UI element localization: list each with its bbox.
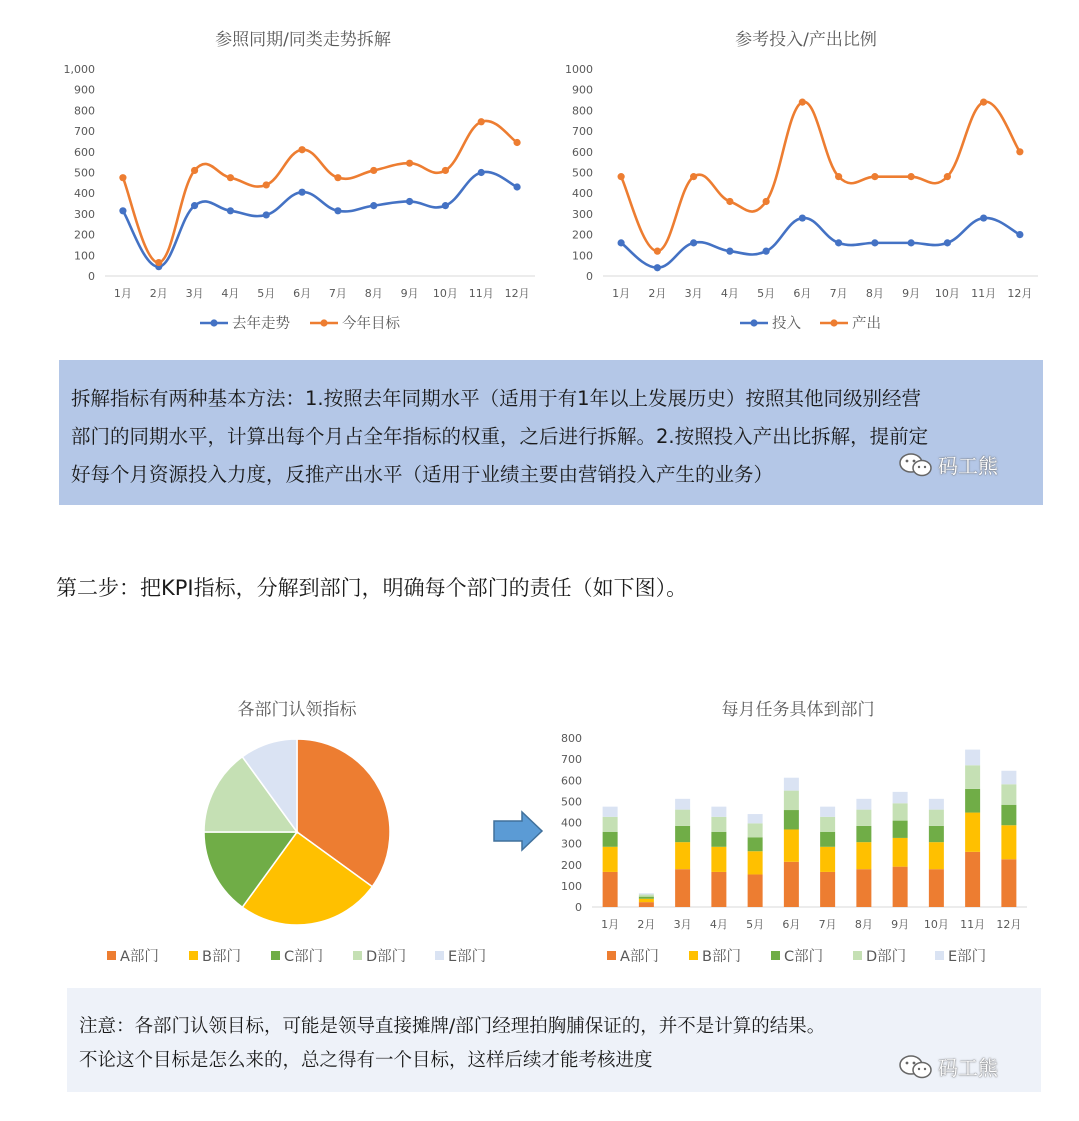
- y-tick-label: 900: [74, 83, 95, 97]
- stacked-bar-chart-monthly: [545, 690, 1045, 980]
- legend-label: 去年走势: [232, 316, 290, 332]
- bar-segment: [748, 874, 763, 907]
- y-tick-label: 100: [74, 249, 95, 263]
- legend-label: B部门: [202, 949, 241, 965]
- bar-segment: [893, 867, 908, 907]
- y-tick-label: 700: [74, 125, 95, 139]
- wechat-icon: [898, 451, 934, 479]
- bar-segment: [965, 852, 980, 907]
- legend-label: 今年目标: [342, 316, 400, 332]
- bar-segment: [603, 832, 618, 847]
- bar-segment: [603, 817, 618, 832]
- watermark-text: 码工熊: [938, 1056, 998, 1080]
- data-point: [908, 173, 915, 180]
- legend-label: B部门: [702, 949, 741, 965]
- data-point: [799, 99, 806, 106]
- y-tick-label: 900: [572, 83, 593, 97]
- watermark: [898, 450, 998, 479]
- legend-swatch: [107, 951, 116, 960]
- y-tick-label: 200: [572, 228, 593, 242]
- bar-segment: [820, 847, 835, 872]
- y-tick-label: 200: [74, 228, 95, 242]
- data-point: [908, 239, 915, 246]
- data-point: [227, 207, 234, 214]
- y-tick-label: 600: [561, 774, 582, 788]
- x-tick-label: 7月: [328, 287, 347, 300]
- y-tick-label: 500: [572, 166, 593, 180]
- bar-segment: [965, 765, 980, 789]
- bar-segment: [784, 791, 799, 810]
- bar-segment: [748, 814, 763, 823]
- wechat-icon: [898, 1053, 934, 1081]
- data-point: [191, 167, 198, 174]
- data-point: [1016, 148, 1023, 155]
- x-tick-label: 7月: [829, 287, 848, 300]
- legend-label: A部门: [120, 949, 159, 965]
- bar-segment: [893, 792, 908, 803]
- bar-segment: [675, 799, 690, 810]
- x-tick-label: 12月: [504, 287, 530, 300]
- y-tick-label: 0: [575, 901, 582, 914]
- legend-swatch: [689, 951, 698, 960]
- bar-segment: [820, 872, 835, 907]
- data-point: [944, 239, 951, 246]
- bar-segment: [820, 807, 835, 817]
- x-tick-label: 10月: [923, 918, 949, 931]
- data-point: [690, 239, 697, 246]
- bar-segment: [1001, 771, 1016, 785]
- x-tick-label: 1月: [612, 287, 631, 300]
- bar-segment: [820, 832, 835, 847]
- y-tick-label: 0: [88, 270, 95, 283]
- x-tick-label: 12月: [996, 918, 1022, 931]
- x-tick-label: 10月: [934, 287, 960, 300]
- data-point: [406, 160, 413, 167]
- data-point: [191, 202, 198, 209]
- pie-chart-departments: [90, 690, 510, 980]
- data-point: [513, 139, 520, 146]
- y-tick-label: 300: [74, 207, 95, 221]
- bar-segment: [929, 842, 944, 869]
- data-point: [654, 264, 661, 271]
- x-tick-label: 9月: [902, 287, 921, 300]
- bar-segment: [856, 810, 871, 826]
- data-point: [334, 174, 341, 181]
- data-point: [370, 167, 377, 174]
- legend-marker: [750, 319, 757, 326]
- data-point: [980, 214, 987, 221]
- bar-segment: [639, 893, 654, 894]
- legend-swatch: [771, 951, 780, 960]
- bar-segment: [856, 869, 871, 907]
- x-tick-label: 8月: [364, 287, 383, 300]
- bar-segment: [1001, 805, 1016, 825]
- bar-segment: [893, 838, 908, 867]
- x-tick-label: 6月: [782, 918, 801, 931]
- data-point: [298, 189, 305, 196]
- bar-segment: [965, 750, 980, 766]
- bar-segment: [711, 807, 726, 817]
- y-tick-label: 1000: [565, 63, 593, 76]
- x-tick-label: 10月: [432, 287, 458, 300]
- bar-segment: [784, 829, 799, 861]
- data-point: [263, 211, 270, 218]
- x-tick-label: 6月: [793, 287, 812, 300]
- y-tick-label: 800: [572, 104, 593, 118]
- bar-segment: [639, 899, 654, 902]
- bar-segment: [893, 821, 908, 838]
- bar-segment: [856, 842, 871, 869]
- x-tick-label: 3月: [673, 918, 692, 931]
- bar-segment: [675, 842, 690, 869]
- x-tick-label: 5月: [757, 287, 776, 300]
- bar-segment: [711, 847, 726, 872]
- data-point: [980, 99, 987, 106]
- x-tick-label: 11月: [971, 287, 997, 300]
- legend-label: D部门: [866, 949, 907, 965]
- watermark-text: 码工熊: [938, 454, 998, 478]
- x-tick-label: 6月: [293, 287, 312, 300]
- bar-segment: [748, 837, 763, 851]
- data-point: [726, 248, 733, 255]
- y-tick-label: 700: [572, 125, 593, 139]
- x-tick-label: 2月: [637, 918, 656, 931]
- watermark: [898, 1052, 998, 1081]
- legend-label: 投入: [772, 316, 801, 332]
- data-point: [155, 259, 162, 266]
- x-tick-label: 11月: [960, 918, 986, 931]
- data-point: [799, 214, 806, 221]
- line-chart-input-output: [540, 0, 1079, 345]
- bar-segment: [929, 810, 944, 826]
- y-tick-label: 300: [572, 207, 593, 221]
- chart-title: 每月任务具体到部门: [721, 700, 875, 720]
- legend-swatch: [189, 951, 198, 960]
- attention-note: [67, 988, 1041, 1092]
- y-tick-label: 400: [74, 187, 95, 201]
- chart-title: 参照同期/同类走势拆解: [215, 30, 391, 50]
- series-line: [621, 218, 1020, 268]
- note-line: 好每个月资源投入力度，反推产出水平（适用于业绩主要由营销投入产生的业务）: [71, 463, 774, 486]
- note-line: 部门的同期水平，计算出每个月占全年指标的权重，之后进行拆解。2.按照投入产出比拆解，提前定: [71, 425, 929, 448]
- bar-segment: [929, 799, 944, 810]
- x-tick-label: 5月: [257, 287, 276, 300]
- x-tick-label: 2月: [648, 287, 667, 300]
- data-point: [1016, 231, 1023, 238]
- note-line: 注意：各部门认领目标，可能是领导直接摊牌/部门经理拍胸脯保证的，并不是计算的结果。: [79, 1016, 826, 1037]
- x-tick-label: 9月: [891, 918, 910, 931]
- bar-segment: [748, 851, 763, 874]
- data-point: [618, 173, 625, 180]
- data-point: [763, 248, 770, 255]
- y-tick-label: 1,000: [63, 63, 95, 76]
- x-tick-label: 2月: [149, 287, 168, 300]
- y-tick-label: 800: [74, 104, 95, 118]
- bar-segment: [748, 823, 763, 837]
- series-line: [123, 172, 517, 267]
- bar-segment: [856, 826, 871, 842]
- data-point: [478, 169, 485, 176]
- y-tick-label: 500: [561, 795, 582, 809]
- bar-segment: [639, 895, 654, 897]
- bar-segment: [856, 799, 871, 810]
- y-tick-label: 0: [586, 270, 593, 283]
- bar-segment: [893, 803, 908, 820]
- legend-label: 产出: [852, 316, 881, 332]
- x-tick-label: 1月: [601, 918, 620, 931]
- legend-swatch: [853, 951, 862, 960]
- x-tick-label: 5月: [746, 918, 765, 931]
- data-point: [513, 183, 520, 190]
- legend-marker: [830, 319, 837, 326]
- y-tick-label: 700: [561, 753, 582, 767]
- x-tick-label: 12月: [1007, 287, 1033, 300]
- bar-segment: [675, 810, 690, 826]
- bar-segment: [1001, 784, 1016, 804]
- bar-segment: [929, 869, 944, 907]
- data-point: [763, 198, 770, 205]
- bar-segment: [603, 807, 618, 817]
- legend-label: D部门: [366, 949, 407, 965]
- series-line: [123, 121, 517, 263]
- x-tick-label: 7月: [818, 918, 837, 931]
- data-point: [944, 173, 951, 180]
- x-tick-label: 11月: [468, 287, 494, 300]
- data-point: [618, 239, 625, 246]
- legend-swatch: [607, 951, 616, 960]
- legend-label: C部门: [784, 949, 824, 965]
- data-point: [871, 173, 878, 180]
- data-point: [835, 173, 842, 180]
- data-point: [227, 174, 234, 181]
- bar-segment: [965, 813, 980, 852]
- data-point: [119, 207, 126, 214]
- note-line: 不论这个目标是怎么来的，总之得有一个目标，这样后续才能考核进度: [79, 1050, 653, 1071]
- y-tick-label: 400: [572, 187, 593, 201]
- data-point: [406, 198, 413, 205]
- x-tick-label: 4月: [709, 918, 728, 931]
- y-tick-label: 800: [561, 732, 582, 745]
- x-tick-label: 3月: [684, 287, 703, 300]
- note-line: 拆解指标有两种基本方法：1.按照去年同期水平（适用于有1年以上发展历史）按照其他同级别经营: [71, 387, 922, 410]
- legend-swatch: [271, 951, 280, 960]
- bar-segment: [675, 826, 690, 842]
- y-tick-label: 100: [572, 249, 593, 263]
- y-tick-label: 600: [572, 145, 593, 159]
- bar-segment: [603, 847, 618, 872]
- bar-segment: [711, 817, 726, 832]
- x-tick-label: 3月: [185, 287, 204, 300]
- data-point: [726, 198, 733, 205]
- bar-segment: [1001, 825, 1016, 859]
- bar-segment: [603, 872, 618, 907]
- chart-title: 各部门认领指标: [237, 700, 357, 720]
- bar-segment: [711, 872, 726, 907]
- data-point: [478, 118, 485, 125]
- method-note: [59, 360, 1043, 505]
- bar-segment: [711, 832, 726, 847]
- legend-label: E部门: [948, 949, 987, 965]
- bar-segment: [639, 897, 654, 899]
- step-heading: 第二步：把KPI指标，分解到部门，明确每个部门的责任（如下图）。: [56, 576, 688, 600]
- legend-marker: [320, 319, 327, 326]
- data-point: [119, 174, 126, 181]
- data-point: [263, 181, 270, 188]
- right-arrow-icon: [492, 810, 544, 852]
- data-point: [654, 248, 661, 255]
- x-tick-label: 1月: [113, 287, 132, 300]
- legend-marker: [210, 319, 217, 326]
- data-point: [298, 146, 305, 153]
- x-tick-label: 8月: [854, 918, 873, 931]
- data-point: [835, 239, 842, 246]
- bar-segment: [1001, 859, 1016, 907]
- bar-segment: [929, 826, 944, 842]
- bar-segment: [675, 869, 690, 907]
- data-point: [442, 202, 449, 209]
- y-tick-label: 400: [561, 816, 582, 830]
- x-tick-label: 9月: [400, 287, 419, 300]
- legend-label: E部门: [448, 949, 487, 965]
- y-tick-label: 300: [561, 837, 582, 851]
- bar-segment: [639, 902, 654, 907]
- chart-title: 参考投入/产出比例: [735, 30, 877, 50]
- bar-segment: [784, 862, 799, 907]
- line-chart-trend: [0, 0, 540, 345]
- data-point: [442, 167, 449, 174]
- data-point: [334, 207, 341, 214]
- bar-segment: [820, 817, 835, 832]
- data-point: [690, 173, 697, 180]
- x-tick-label: 4月: [221, 287, 240, 300]
- y-tick-label: 500: [74, 166, 95, 180]
- legend-label: A部门: [620, 949, 659, 965]
- y-tick-label: 600: [74, 145, 95, 159]
- data-point: [871, 239, 878, 246]
- x-tick-label: 4月: [720, 287, 739, 300]
- bar-segment: [784, 778, 799, 791]
- legend-swatch: [353, 951, 362, 960]
- y-tick-label: 100: [561, 879, 582, 893]
- bar-segment: [784, 810, 799, 829]
- x-tick-label: 8月: [865, 287, 884, 300]
- bar-segment: [965, 789, 980, 813]
- y-tick-label: 200: [561, 858, 582, 872]
- legend-swatch: [935, 951, 944, 960]
- data-point: [370, 202, 377, 209]
- legend-label: C部门: [284, 949, 324, 965]
- legend-swatch: [435, 951, 444, 960]
